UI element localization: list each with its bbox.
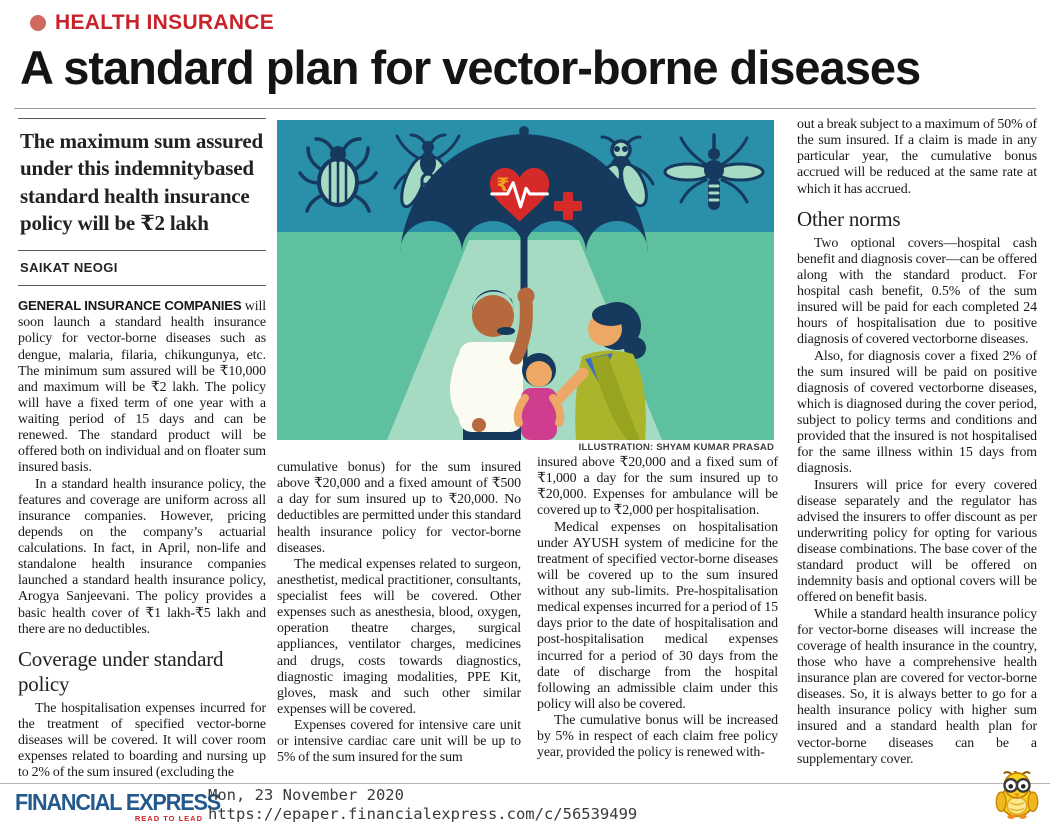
section-label: HEALTH INSURANCE [55,11,275,34]
article-paragraph: cumulative bonus) for the sum insured above ₹20,000 and a fixed amount of ₹500 a day for sum insured up to ₹20,000. No deductibles are permitted under this standard health insurance policy for vector-borne diseases. [277,460,521,556]
lead-paragraph-text: will soon launch a standard health insurance policy for vector-borne diseases such as dengue, malaria, filaria, chikungunya, etc. The minimum sum assured will be ₹10,000 and maximum will be ₹2 lakh. The policy will have a fixed term of one year with a waiting period of 15 days and can be renewed. The standard product will be offered both on individual and on floater sum insured basis. [18,299,266,476]
article-illustration [277,120,774,440]
article-column-4 [797,117,1037,768]
article-paragraph: Two optional covers—hospital cash benefit and diagnosis cover—can be offered along with the standard product. For hospital cash benefit, 0.5% of the sum insured will be paid for each completed 24 hours of hospitalisation due to positive diagnosis of covered vectorborne diseases. [797,235,1037,348]
section-kicker [30,11,274,35]
article-paragraph: Medical expenses on hospitalisation under AYUSH system of medicine for the treatment of specified vector-borne diseases will be covered up to the sum insured without any sub-limits. Pre-hospitalisation medical expenses incurred for a period of 15 days prior to the date of hospitalisation and post-hospitalisation medical expenses incurred for a period of 30 days from the date of discharge from the hospital following an admissible claim under this policy will also be covered. [537,519,778,712]
article-paragraph: In a standard health insurance policy, the features and coverage are uniform across all insurance companies. However, pricing depends on the company’s actuarial calculations. In fact, in April, non-life and standalone health insurance companies launched a standard health insurance policy, Arogya Sanjeevani. The policy provides a basic health cover of ₹1 lakh-₹5 lakh and there are no deductibles. [18,476,266,637]
byline: SAIKAT NEOGI [18,251,266,286]
article-column-2 [277,460,521,766]
article-column-1 [18,118,266,781]
epaper-url-link[interactable]: https://epaper.financialexpress.com/c/56539499 [208,805,638,824]
article-column-3 [537,455,778,761]
daughter-figure [518,353,561,440]
article-paragraph: The medical expenses related to surgeon, anesthetist, medical practitioner, consultants, specialist fees will be covered. Other expenses such as anesthesia, blood, oxygen, operation theatre charges, surgical appliances, ventilator charges, medicines and drugs, costs towards diagnostics, diagnostic imaging modalities, PPE Kit, gloves, mask and such other similar expenses will be covered. [277,556,521,717]
clipping-date: Mon, 23 November 2020 [208,786,404,804]
footer-divider [0,783,1050,784]
illustration-credit: ILLUSTRATION: SHYAM KUMAR PRASAD [578,442,774,453]
owl-mascot-icon [992,771,1042,821]
article-paragraph: Also, for diagnosis cover a fixed 2% of the sum insured will be paid on positive diagnosis of covered vectorborne diseases, which is diagnosed during the cover period, subject to policy terms and conditions and provided that the insured is not hospitalised for the same illness within 15 days from diagnosis. [797,348,1037,477]
bullet-dot-icon [30,15,46,31]
article-paragraph [18,298,266,476]
article-paragraph: The cumulative bonus will be increased by 5% in respect of each claim free policy year, provided the policy is renewed with- [537,713,778,761]
article-paragraph: insured above ₹20,000 and a fixed sum of ₹1,000 a day for the sum insured up to ₹20,000. Expenses for ambulance will be covered up to ₹2,000 per hospitalisation. [537,455,778,519]
standfirst: The maximum sum assured under this indemnitybased standard health insurance policy will be ₹2 lakh [18,118,266,251]
svg-text:₹: ₹ [496,175,510,197]
article-paragraph: Insurers will price for every covered disease separately and the regulator has advised the insurers to offer discount as per underwriting policy for opting for various disease combinations. The base cover of the standard product will be offered on indemnity basis and optional covers will be offered on benefit basis. [797,477,1037,606]
lead-in-caps: GENERAL INSURANCE COMPANIES [18,298,242,314]
brand-tagline: READ TO LEAD [134,814,203,823]
page-title: A standard plan for vector-borne diseases [20,41,921,94]
clipping-meta [208,786,637,825]
brand-name: FINANCIAL EXPRESS [15,789,221,815]
article-paragraph: While a standard health insurance policy for vector-borne diseases will increase the coverage of health insurance in the country, those who have a comprehensive health insurance plan are covered for vector-borne diseases. So, it is always better to go for a health insurance policy with higher sum insured and a standard health plan for vector-borne diseases can be a supplementary cover. [797,606,1037,767]
article-paragraph: Expenses covered for intensive care unit or intensive cardiac care unit will be up to 5% of the sum insured for the sum [277,718,521,766]
headline-divider [14,108,1036,109]
subhead-other-norms: Other norms [797,206,901,231]
father-hand [518,288,535,305]
financial-express-logo [15,789,221,823]
subhead-coverage: Coverage under standard policy [18,646,224,696]
article-paragraph: The hospitalisation expenses incurred for the treatment of specified vector-borne diseases will be covered. It will cover room expenses related to boarding and nursing up to 2% of the sum insured (excluding the [18,700,266,781]
article-paragraph: out a break subject to a maximum of 50% of the sum insured. If a claim is made in any particular year, the cumulative bonus accrued will be reduced at the same rate at which it has accrued. [797,117,1037,197]
